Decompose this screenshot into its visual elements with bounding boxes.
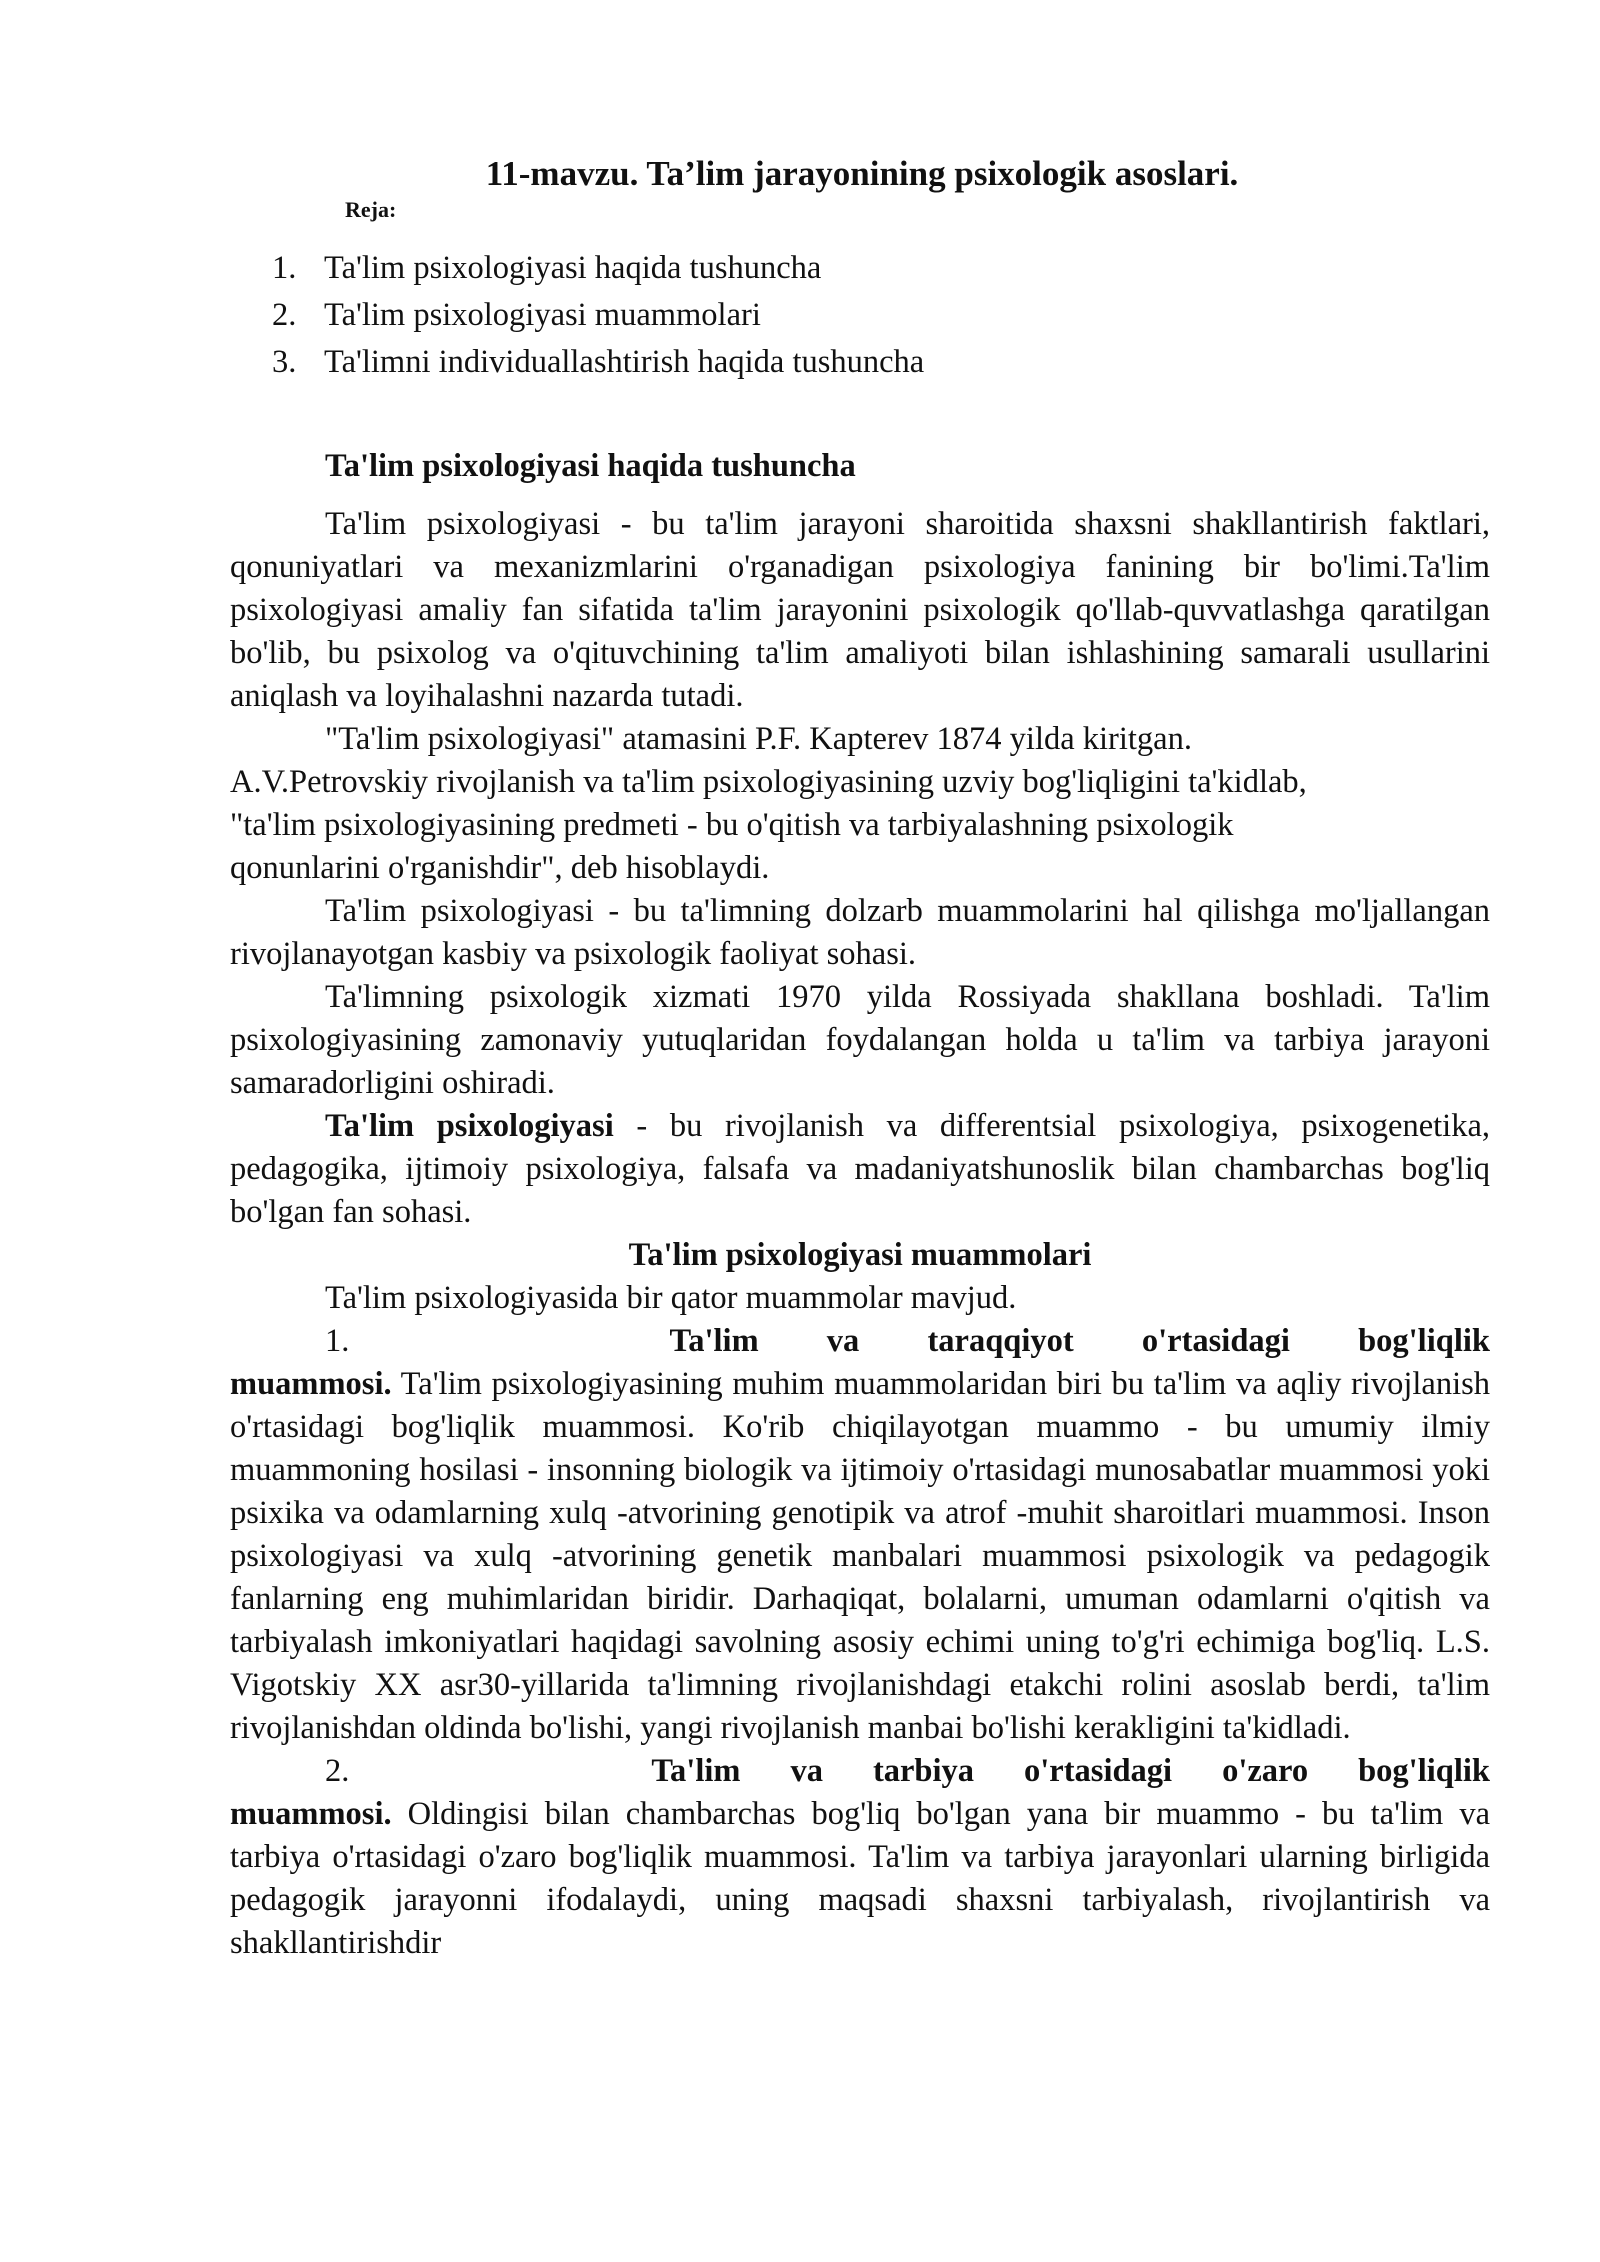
paragraph: Ta'lim psixologiyasi - bu rivojlanish va differentsial psixologiya, psixogenetika, pedagogika, ijtimoiy psixologiya, falsafa va madaniyatshunoslik bilan chambarchas bog'liq bo'lgan fan sohasi. [230,1108,1491,1230]
paragraph: "Ta'lim psixologiyasi" atamasini P.F. Kapterev 1874 yilda kiritgan. [325,721,1192,757]
plan-item: 2. Ta'lim psixologiyasi muammolari [272,297,761,333]
plan-label: Reja: [345,197,397,222]
paragraph: Ta'lim psixologiyasida bir qator muammolar mavjud. [325,1280,1017,1316]
paragraph: A.V.Petrovskiy rivojlanish va ta'lim psixologiyasining uzviy bog'liqligini ta'kidlab, "ta'lim psixologiyasining predmeti - bu o'qitish va tarbiyalashning psixologik qonunlarini o'rganishdir", deb hisoblaydi. [230,764,1307,886]
plan-list [272,246,924,387]
paragraph: Ta'lim psixologiyasi - bu ta'limning dolzarb muammolarini hal qilishga mo'ljallangan rivojlanayotgan kasbiy va psixologik faoliyat sohasi. [230,893,1490,972]
problem-heading-line: 2. Ta'lim va tarbiya o'rtasidagi o'zaro bog'liqlik [325,1753,1490,1789]
paragraph: Ta'lim psixologiyasi - bu ta'lim jarayoni sharoitida shaxsni shakllantirish faktlari, qonuniyatlari va mexanizmlarini o'rganadigan psixologiya fanining bir bo'limi.Ta'lim psixologiyasi amaliy fan sifatida ta'lim jarayonini psixologik qo'llab-quvvatlashga qaratilgan bo'lib, bu psixolog va o'qituvchining ta'lim amaliyoti bilan ishlashining samarali usullarini aniqlash va loyihalashni nazarda tutadi. [230,506,1490,714]
problem-heading-line: 1. Ta'lim va taraqqiyot o'rtasidagi bog'liqlik [325,1323,1490,1359]
section-heading-concept: Ta'lim psixologiyasi haqida tushuncha [325,448,856,484]
document-title: 11-mavzu. Ta’lim jarayonining psixologik asoslari. [485,154,1239,193]
paragraph: muammosi. Oldingisi bilan chambarchas bog'liq bo'lgan yana bir muammo - bu ta'lim va tarbiya o'rtasidagi o'zaro bog'liqlik muammosi. Ta'lim va tarbiya jarayonlari ularning birligida pedagogik jarayonni ifodalaydi, uning maqsadi shaxsni tarbiyalash, rivojlantirish va shakllantirishdir [230,1796,1490,1961]
plan-item: 1. Ta'lim psixologiyasi haqida tushuncha [272,250,822,286]
plan-item: 3. Ta'limni individuallashtirish haqida tushuncha [272,344,925,380]
section-heading-problems: Ta'lim psixologiyasi muammolari [628,1237,1092,1273]
document-body [230,503,1490,1965]
paragraph: Ta'limning psixologik xizmati 1970 yilda Rossiyada shakllana boshladi. Ta'lim psixologiyasining zamonaviy yutuqlaridan foydalangan holda u ta'lim va tarbiya jarayoni samaradorligini oshiradi. [230,979,1490,1101]
paragraph: muammosi. Ta'lim psixologiyasining muhim muammolaridan biri bu ta'lim va aqliy rivojlanish o'rtasidagi bog'liqlik muammosi. Ko'rib chiqilayotgan muammo - bu umumiy ilmiy muammoning hosilasi - insonning biologik va ijtimoiy o'rtasidagi munosabatlar muammosi yoki psixika va odamlarning xulq -atvorining genotipik va atrof -muhit sharoitlari muammosi. Inson psixologiyasi va xulq -atvorining genetik manbalari muammosi psixologik va pedagogik fanlarning eng muhimlaridan biridir. Darhaqiqat, bolalarni, umuman odamlarni o'qitish va tarbiyalash imkoniyatlari haqidagi savolning asosiy echimi uning to'g'ri echimiga bog'liq. L.S. Vigotskiy XX asr30-yillarida ta'limning rivojlanishdagi etakchi rolini asoslab berdi, ta'lim rivojlanishdan oldinda bo'lishi, yangi rivojlanish manbai bo'lishi kerakligini ta'kidladi. [230,1366,1490,1746]
